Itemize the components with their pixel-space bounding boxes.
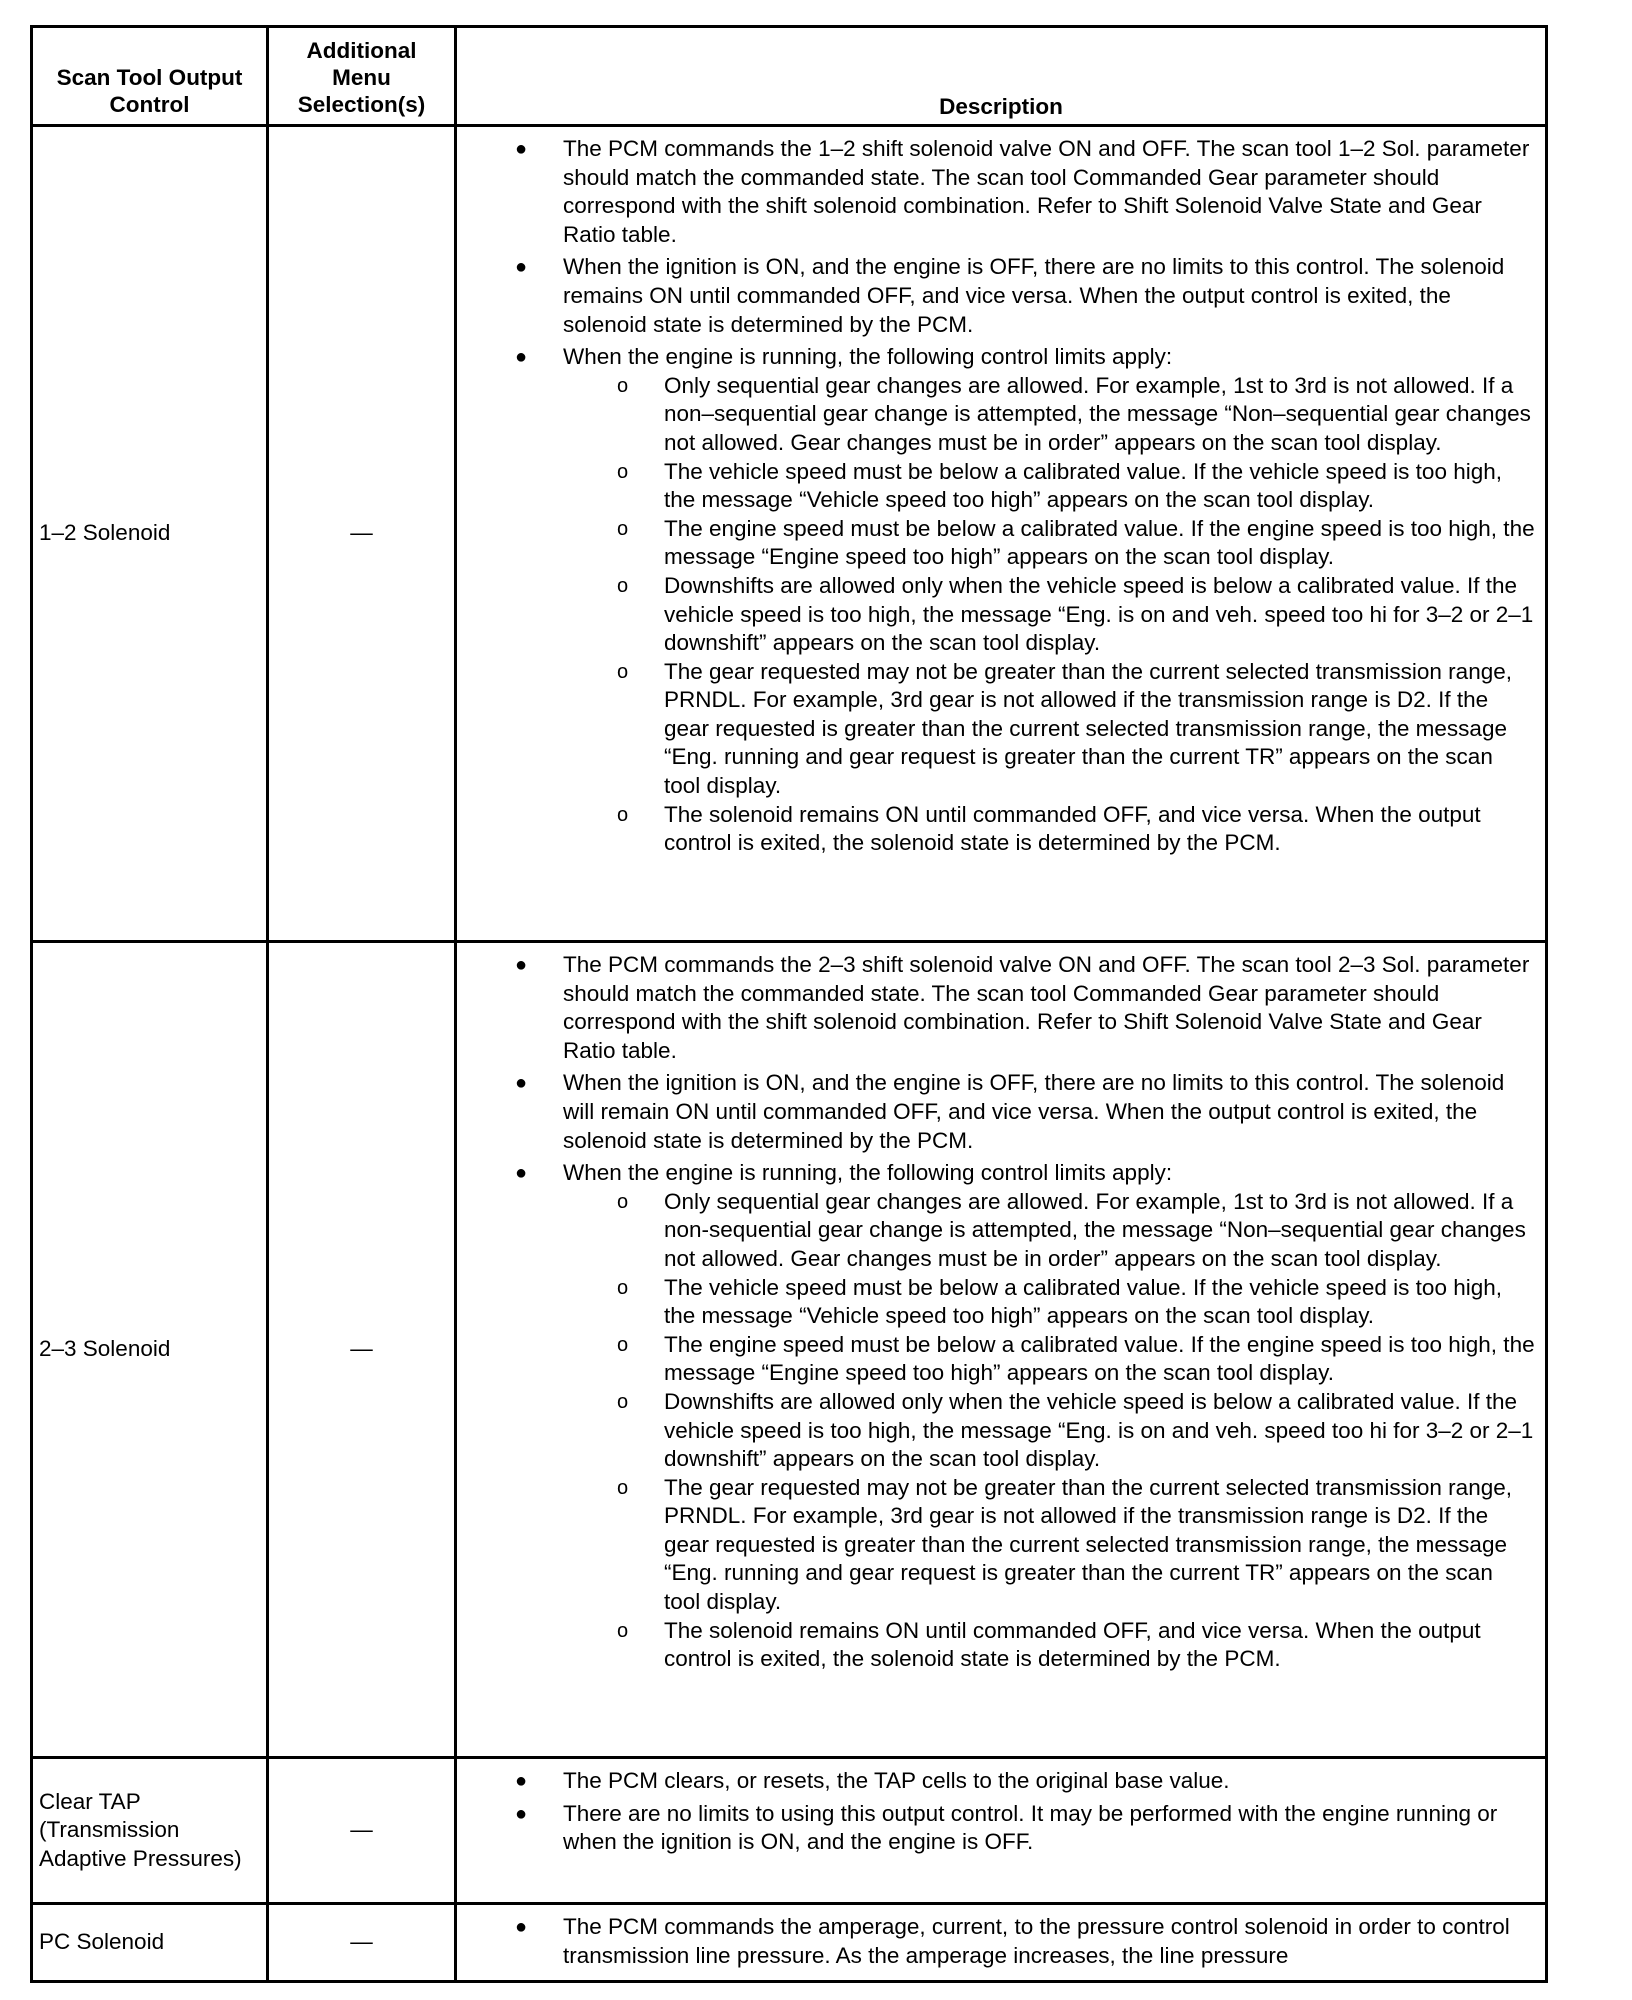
bullet-icon: ●	[515, 1162, 528, 1185]
circle-bullet-icon: o	[617, 1390, 629, 1413]
menu-selection: —	[268, 1904, 456, 1982]
sub-bullet-item: o The solenoid remains ON until commanded OFF, and vice versa. When the output control is exited, the solenoid state is determined by the PCM.	[617, 1617, 1481, 1672]
control-name: Clear TAP (Transmission Adaptive Pressures)	[32, 1758, 268, 1904]
table-row	[32, 1904, 1547, 1982]
sub-bullet-item: o The vehicle speed must be below a calibrated value. If the vehicle speed is too high, the message “Vehicle speed too high” appears on the scan tool display.	[617, 1274, 1503, 1329]
sub-bullet-item: o Downshifts are allowed only when the vehicle speed is below a calibrated value. If the vehicle speed is too high, the message “Eng. is on and veh. speed too hi for 3–2 or 2–1 downshift” appears on the scan tool display.	[617, 572, 1534, 656]
sub-bullet-item: o The gear requested may not be greater than the current selected transmission range, PRNDL. For example, 3rd gear is not allowed if the transmission range is D2. If the gear requested is greater than the current selected transmission range, the message “Eng. running and gear request is greater than the current TR” appears on the scan tool display.	[617, 1474, 1512, 1615]
sub-bullet-item: o The vehicle speed must be below a calibrated value. If the vehicle speed is too high, the message “Vehicle speed too high” appears on the scan tool display.	[617, 458, 1503, 513]
bullet-item: ● The PCM clears, or resets, the TAP cells to the original base value.	[457, 1767, 1535, 1796]
circle-bullet-icon: o	[617, 803, 629, 826]
bullet-item: ● There are no limits to using this output control. It may be performed with the engine running or when the ignition is ON, and the engine is OFF.	[515, 1800, 1498, 1855]
table-row	[32, 942, 1547, 1758]
circle-bullet-icon: o	[617, 517, 629, 540]
sub-bullet-item: o The engine speed must be below a calibrated value. If the engine speed is too high, the message “Engine speed too high” appears on the scan tool display.	[617, 515, 1535, 570]
menu-selection: —	[268, 1758, 456, 1904]
description-cell	[456, 942, 1547, 1758]
bullet-icon: ●	[515, 1072, 528, 1095]
bullet-item: ● When the engine is running, the following control limits apply: o Only sequential gear changes are allowed. For example, 1st to 3rd is not allowed. If a non-sequential gear change is attempted, the message “Non–sequential gear changes not allowed. Gear changes must be in order” appears on the scan tool display. o The vehicle speed must be below a calibrated value. If the vehicle speed is too high, the message “Vehicle speed too high” appears on the scan tool display. o The engine speed must be below a calibrated value. If the engine speed is too high, the message “Engine speed too high” appears on the scan tool display. o Downshifts are allowed only when the vehicle speed is below a calibrated value. If the vehicle speed is too high, the message “Eng. is on and veh. speed too hi for 3–2 or 2–1 downshift” appears on the scan tool display. o The gear requested may not be greater than the current selected transmission range, PRNDL. For example, 3rd gear is not allowed if the transmission range is D2. If the gear requested is greater than the current selected transmission range, the message “Eng. running and gear request is greater than the current TR” appears on the scan tool display. o The solenoid remains ON until commanded OFF, and vice versa. When the output control is exited, the solenoid state is determined by the PCM.	[457, 1159, 1535, 1674]
bullet-item: ● The PCM commands the amperage, current, to the pressure control solenoid in order to control transmission line pressure. As the amperage increases, the line pressure	[515, 1914, 1510, 1968]
circle-bullet-icon: o	[617, 460, 629, 483]
table-row	[32, 1758, 1547, 1904]
circle-bullet-icon: o	[617, 1190, 629, 1213]
description-cell	[456, 1758, 1547, 1904]
bullet-item: ● When the engine is running, the following control limits apply: o Only sequential gear changes are allowed. For example, 1st to 3rd is not allowed. If a non–sequential gear change is attempted, the message “Non–sequential gear changes not allowed. Gear changes must be in order” appears on the scan tool display. o The vehicle speed must be below a calibrated value. If the vehicle speed is too high, the message “Vehicle speed too high” appears on the scan tool display. o The engine speed must be below a calibrated value. If the engine speed is too high, the message “Engine speed too high” appears on the scan tool display. o Downshifts are allowed only when the vehicle speed is below a calibrated value. If the vehicle speed is too high, the message “Eng. is on and veh. speed too hi for 3–2 or 2–1 downshift” appears on the scan tool display. o The gear requested may not be greater than the current selected transmission range, PRNDL. For example, 3rd gear is not allowed if the transmission range is D2. If the gear requested is greater than the current selected transmission range, the message “Eng. running and gear request is greater than the current TR” appears on the scan tool display. o The solenoid remains ON until commanded OFF, and vice versa. When the output control is exited, the solenoid state is determined by the PCM.	[457, 343, 1535, 858]
control-name: 2–3 Solenoid	[32, 942, 268, 1758]
description-cell	[456, 1904, 1547, 1982]
header-scan-tool-output-control: Scan Tool Output Control	[32, 27, 268, 126]
circle-bullet-icon: o	[617, 1333, 629, 1356]
table-row	[32, 126, 1547, 942]
bullet-icon: ●	[515, 138, 528, 160]
bullet-item: ● The PCM commands the 1–2 shift solenoid valve ON and OFF. The scan tool 1–2 Sol. parameter should match the commanded state. The scan tool Commanded Gear parameter should correspond with the shift solenoid combination. Refer to Shift Solenoid Valve State and Gear Ratio table.	[515, 136, 1530, 247]
bullet-icon: ●	[515, 256, 528, 279]
sub-bullet-item: o Only sequential gear changes are allowed. For example, 1st to 3rd is not allowed. If a non-sequential gear change is attempted, the message “Non–sequential gear changes not allowed. Gear changes must be in order” appears on the scan tool display.	[617, 1188, 1526, 1271]
sub-bullet-item: o The gear requested may not be greater than the current selected transmission range, PRNDL. For example, 3rd gear is not allowed if the transmission range is D2. If the gear requested is greater than the current selected transmission range, the message “Eng. running and gear request is greater than the current TR” appears on the scan tool display.	[617, 658, 1512, 799]
sub-bullet-item: o The solenoid remains ON until commanded OFF, and vice versa. When the output control is exited, the solenoid state is determined by the PCM.	[617, 801, 1481, 856]
output-control-table	[30, 25, 1548, 1983]
sub-bullet-item: o The engine speed must be below a calibrated value. If the engine speed is too high, the message “Engine speed too high” appears on the scan tool display.	[617, 1331, 1535, 1386]
sub-bullet-item: o Only sequential gear changes are allowed. For example, 1st to 3rd is not allowed. If a non–sequential gear change is attempted, the message “Non–sequential gear changes not allowed. Gear changes must be in order” appears on the scan tool display.	[617, 372, 1531, 455]
bullet-item: ● When the ignition is ON, and the engine is OFF, there are no limits to this control. The solenoid will remain ON until commanded OFF, and vice versa. When the output control is exited, the solenoid state is determined by the PCM.	[515, 1070, 1505, 1153]
circle-bullet-icon: o	[617, 1619, 629, 1642]
control-name: PC Solenoid	[32, 1904, 268, 1982]
circle-bullet-icon: o	[617, 1276, 629, 1299]
bullet-icon: ●	[515, 346, 528, 369]
bullet-item: ● When the ignition is ON, and the engine is OFF, there are no limits to this control. The solenoid remains ON until commanded OFF, and vice versa. When the output control is exited, the solenoid state is determined by the PCM.	[515, 254, 1505, 337]
circle-bullet-icon: o	[617, 1476, 629, 1499]
circle-bullet-icon: o	[617, 374, 629, 397]
circle-bullet-icon: o	[617, 574, 629, 597]
sub-bullet-item: o Downshifts are allowed only when the vehicle speed is below a calibrated value. If the vehicle speed is too high, the message “Eng. is on and veh. speed too hi for 3–2 or 2–1 downshift” appears on the scan tool display.	[617, 1388, 1534, 1472]
header-description: Description	[456, 27, 1547, 126]
circle-bullet-icon: o	[617, 660, 629, 683]
control-name: 1–2 Solenoid	[32, 126, 268, 942]
bullet-icon: ●	[515, 1916, 528, 1938]
bullet-icon: ●	[515, 1770, 528, 1792]
description-cell	[456, 126, 1547, 942]
header-additional-menu-selections: Additional Menu Selection(s)	[268, 27, 456, 126]
menu-selection: —	[268, 942, 456, 1758]
bullet-item: ● The PCM commands the 2–3 shift solenoid valve ON and OFF. The scan tool 2–3 Sol. parameter should match the commanded state. The scan tool Commanded Gear parameter should correspond with the shift solenoid combination. Refer to Shift Solenoid Valve State and Gear Ratio table.	[515, 952, 1530, 1063]
bullet-icon: ●	[515, 954, 528, 976]
bullet-icon: ●	[515, 1802, 528, 1825]
menu-selection: —	[268, 126, 456, 942]
header-row	[32, 27, 1547, 126]
